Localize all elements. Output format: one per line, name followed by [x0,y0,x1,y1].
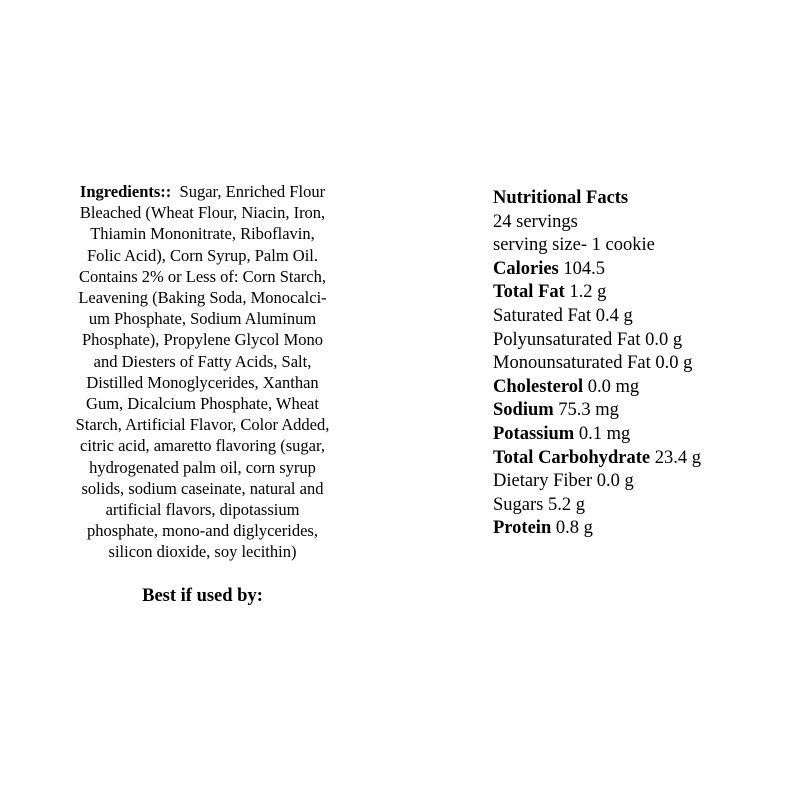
potassium-row [493,423,793,447]
dietary-fiber-value: 0.0 g [596,471,634,492]
ingredients-line-5: Leavening (Baking Soda, Monocalci- [78,288,327,308]
ingredients-line-12: citric acid, amaretto flavoring (sugar, [80,436,325,456]
servings-count: 24 servings [493,211,578,232]
sugars-value: 5.2 g [548,494,585,515]
nutrition-facts-block [493,187,793,541]
ingredients-line-17: silicon dioxide, soy lecithin) [108,542,297,562]
protein-value: 0.8 g [555,518,593,539]
ingredients-block [40,181,365,563]
ingredients-line-6: um Phosphate, Sodium Aluminum [88,309,317,329]
potassium-value: 0.1 mg [578,423,631,444]
ingredients-label: Ingredients:: [79,182,172,201]
total-fat-label: Total Fat [493,282,565,303]
total-carbohydrate-value: 23.4 g [654,447,701,468]
nutrition-title: Nutritional Facts [493,188,629,208]
polyunsaturated-fat-label: Polyunsaturated Fat [493,329,641,350]
monounsaturated-fat-row [493,352,793,376]
ingredients-line-7: Phosphate), Propylene Glycol Mono [81,330,324,350]
ingredients-line-16: phosphate, mono-and diglycerides, [87,521,318,541]
ingredients-line-2: Thiamin Mononitrate, Riboflavin, [90,224,315,244]
ingredients-text: Sugar, Enriched Flour [179,182,326,201]
saturated-fat-row [493,305,793,329]
calories-value: 104.5 [563,258,606,279]
polyunsaturated-fat-value: 0.0 g [645,329,683,350]
ingredients-line-9: Distilled Monoglycerides, Xanthan [86,372,319,392]
calories-label: Calories [493,258,559,279]
ingredients-line-4: Contains 2% or Less of: Corn Starch, [78,266,326,286]
best-if-used-by-label: Best if used by: [142,586,263,606]
cholesterol-value: 0.0 mg [587,376,640,397]
ingredients-line-8: and Diesters of Fatty Acids, Salt, [93,351,312,371]
total-carbohydrate-label: Total Carbohydrate [493,447,651,468]
ingredients-line-11: Starch, Artificial Flavor, Color Added, [75,415,330,435]
sodium-row [493,399,793,423]
dietary-fiber-row [493,470,793,494]
sugars-label: Sugars [493,494,544,515]
monounsaturated-fat-label: Monounsaturated Fat [493,353,651,374]
cholesterol-row [493,376,793,400]
sodium-value: 75.3 mg [558,400,619,421]
saturated-fat-label: Saturated Fat [493,305,592,326]
total-fat-row [493,281,793,305]
ingredients-line-13: hydrogenated palm oil, corn syrup [89,457,316,477]
ingredients-line-1: Bleached (Wheat Flour, Niacin, Iron, [79,203,326,223]
dietary-fiber-label: Dietary Fiber [493,471,593,492]
sodium-label: Sodium [493,400,554,421]
sugars-row [493,494,793,518]
total-carbohydrate-row [493,447,793,471]
ingredients-line-15: artificial flavors, dipotassium [105,500,300,520]
protein-row [493,517,793,541]
serving-size: serving size- 1 cookie [493,235,655,256]
ingredients-line-10: Gum, Dicalcium Phosphate, Wheat [86,394,319,414]
total-fat-value: 1.2 g [569,282,607,303]
saturated-fat-value: 0.4 g [595,305,633,326]
protein-label: Protein [493,518,552,539]
polyunsaturated-fat-row [493,329,793,353]
ingredients-line-3: Folic Acid), Corn Syrup, Palm Oil. [87,245,318,265]
monounsaturated-fat-value: 0.0 g [655,353,693,374]
ingredients-line-0 [40,181,365,202]
potassium-label: Potassium [493,423,575,444]
ingredients-line-14: solids, sodium caseinate, natural and [81,478,324,498]
calories-row [493,258,793,282]
cholesterol-label: Cholesterol [493,376,584,397]
